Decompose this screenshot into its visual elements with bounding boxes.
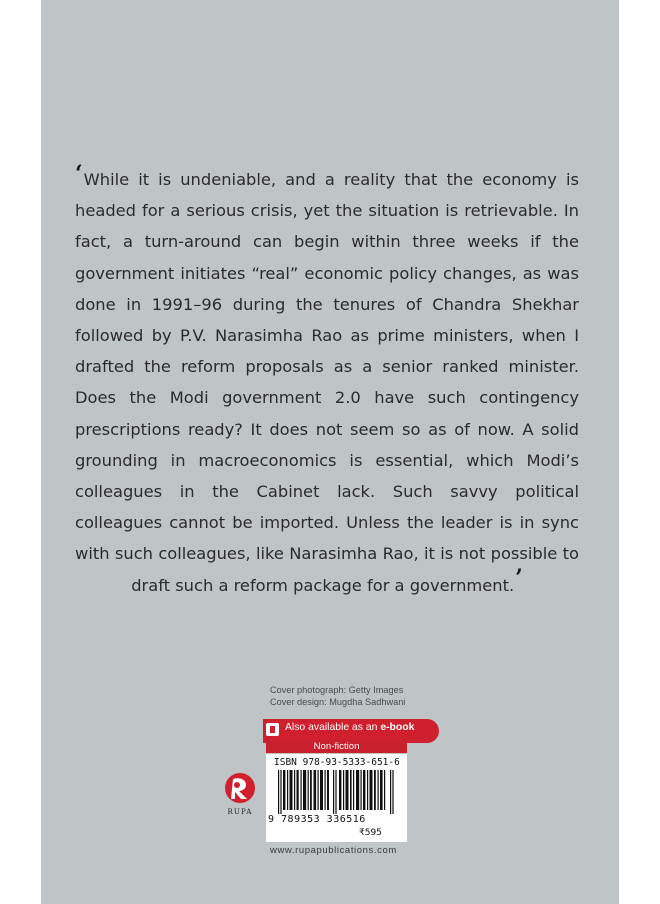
price-label: ₹595 <box>359 828 382 838</box>
barcode-panel <box>266 754 407 842</box>
ebook-icon <box>266 723 279 736</box>
ebook-prefix: Also available as an <box>285 722 381 733</box>
rupa-logo-icon <box>220 768 260 808</box>
ebook-banner-text <box>285 722 414 733</box>
ebook-emphasis: e-book <box>380 722 415 733</box>
barcode-bars <box>272 770 400 814</box>
back-cover-quote <box>75 161 579 601</box>
publisher-name: RUPA <box>227 808 253 816</box>
barcode-digits: 9 789353 336516 <box>268 814 366 825</box>
open-quote-mark: ‘ <box>75 161 83 187</box>
quote-text: While it is undeniable, and a reality that the economy is headed for a serious crisis, yet the situation is retrievable. In fact, a turn-around can begin within three weeks if the government initiates “real” economic policy changes, as was done in 1991–96 during the tenures of Chandra Shekhar followed by P.V. Narasimha Rao as prime ministers, when I drafted the reform proposals as a senior ranked minister. Does the Modi government 2.0 have such contingency prescriptions ready? It does not seem so as of now. A solid grounding in macroeconomics is essential, which Modi’s colleagues in the Cabinet lack. Such savvy political colleagues cannot be imported. Unless the leader is in sync with such colleagues, like Narasimha Rao, it is not possible to draft such a reform package for a government. <box>75 170 579 595</box>
isbn-label: ISBN 978-93-5333-651-6 <box>274 757 400 768</box>
cover-credits <box>270 685 430 708</box>
publisher-logo <box>220 768 260 820</box>
publisher-website: www.rupapublications.com <box>270 845 397 856</box>
design-credit: Cover design: Mugdha Sadhwani <box>270 696 406 707</box>
close-quote-mark: ’ <box>515 564 523 591</box>
photo-credit: Cover photograph: Getty Images <box>270 685 404 695</box>
genre-label: Non-fiction <box>266 740 407 753</box>
